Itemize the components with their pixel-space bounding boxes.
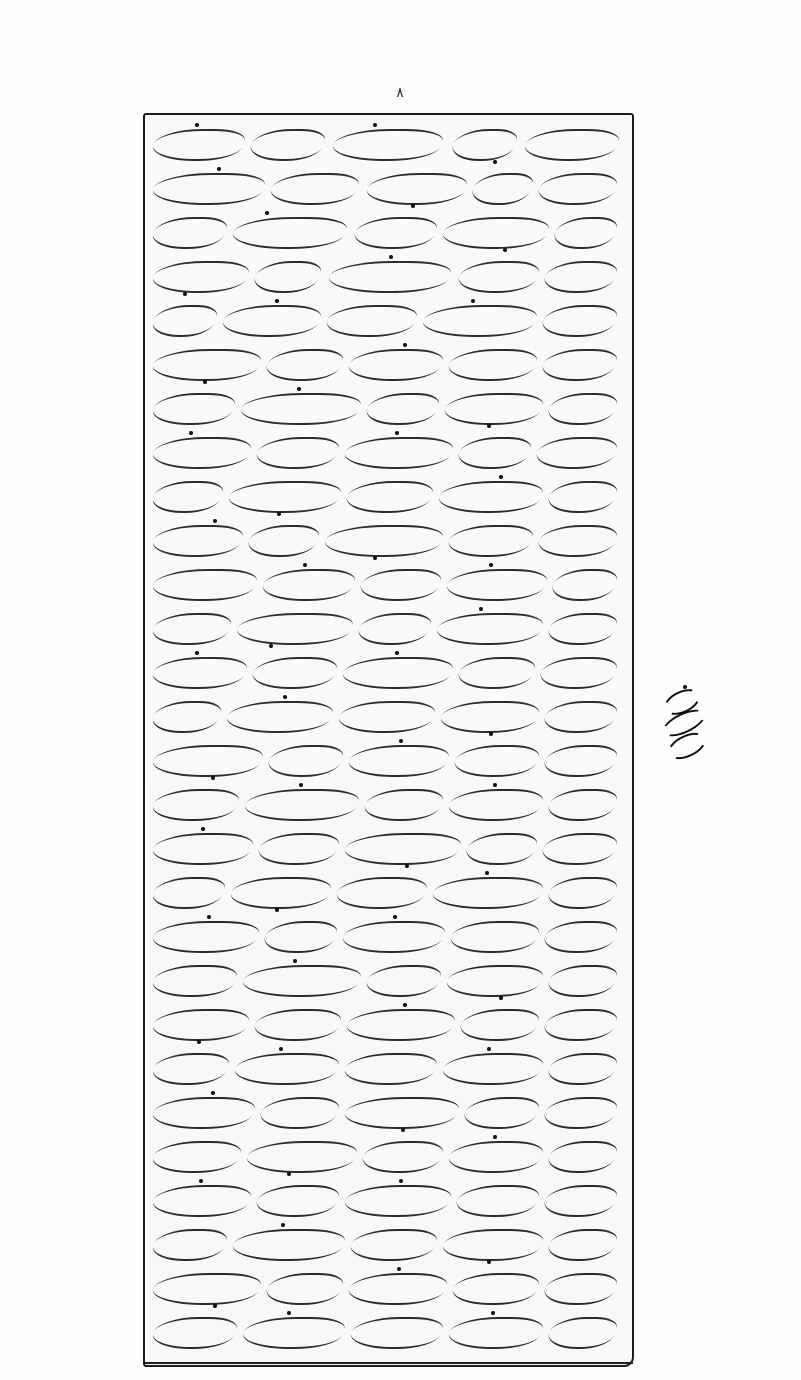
handwritten-line	[153, 1133, 624, 1179]
handwritten-line	[153, 385, 624, 431]
margin-note	[655, 683, 713, 771]
handwritten-line	[153, 1089, 624, 1135]
handwritten-line	[153, 341, 624, 387]
text-frame	[143, 113, 634, 1367]
handwritten-line	[153, 517, 624, 563]
handwritten-line	[153, 429, 624, 475]
handwritten-line	[153, 121, 624, 167]
handwritten-line	[153, 297, 624, 343]
handwritten-line	[153, 253, 624, 299]
handwritten-line	[153, 1221, 624, 1267]
handwritten-line	[153, 1265, 624, 1311]
handwritten-line	[153, 561, 624, 607]
handwritten-line	[153, 605, 624, 651]
handwritten-line	[153, 957, 624, 1003]
handwritten-line	[153, 737, 624, 783]
handwritten-line	[153, 649, 624, 695]
handwritten-line	[153, 209, 624, 255]
handwritten-line	[153, 473, 624, 519]
handwritten-line	[153, 781, 624, 827]
page-mark: ٨	[396, 85, 404, 101]
handwritten-line	[153, 1001, 624, 1047]
handwritten-line	[153, 1045, 624, 1091]
handwritten-line	[153, 825, 624, 871]
handwritten-line	[153, 869, 624, 915]
bottom-rule	[145, 1362, 633, 1364]
handwritten-line	[153, 1177, 624, 1223]
handwritten-line	[153, 1309, 624, 1355]
handwritten-line	[153, 693, 624, 739]
handwritten-line	[153, 913, 624, 959]
handwritten-line	[153, 165, 624, 211]
